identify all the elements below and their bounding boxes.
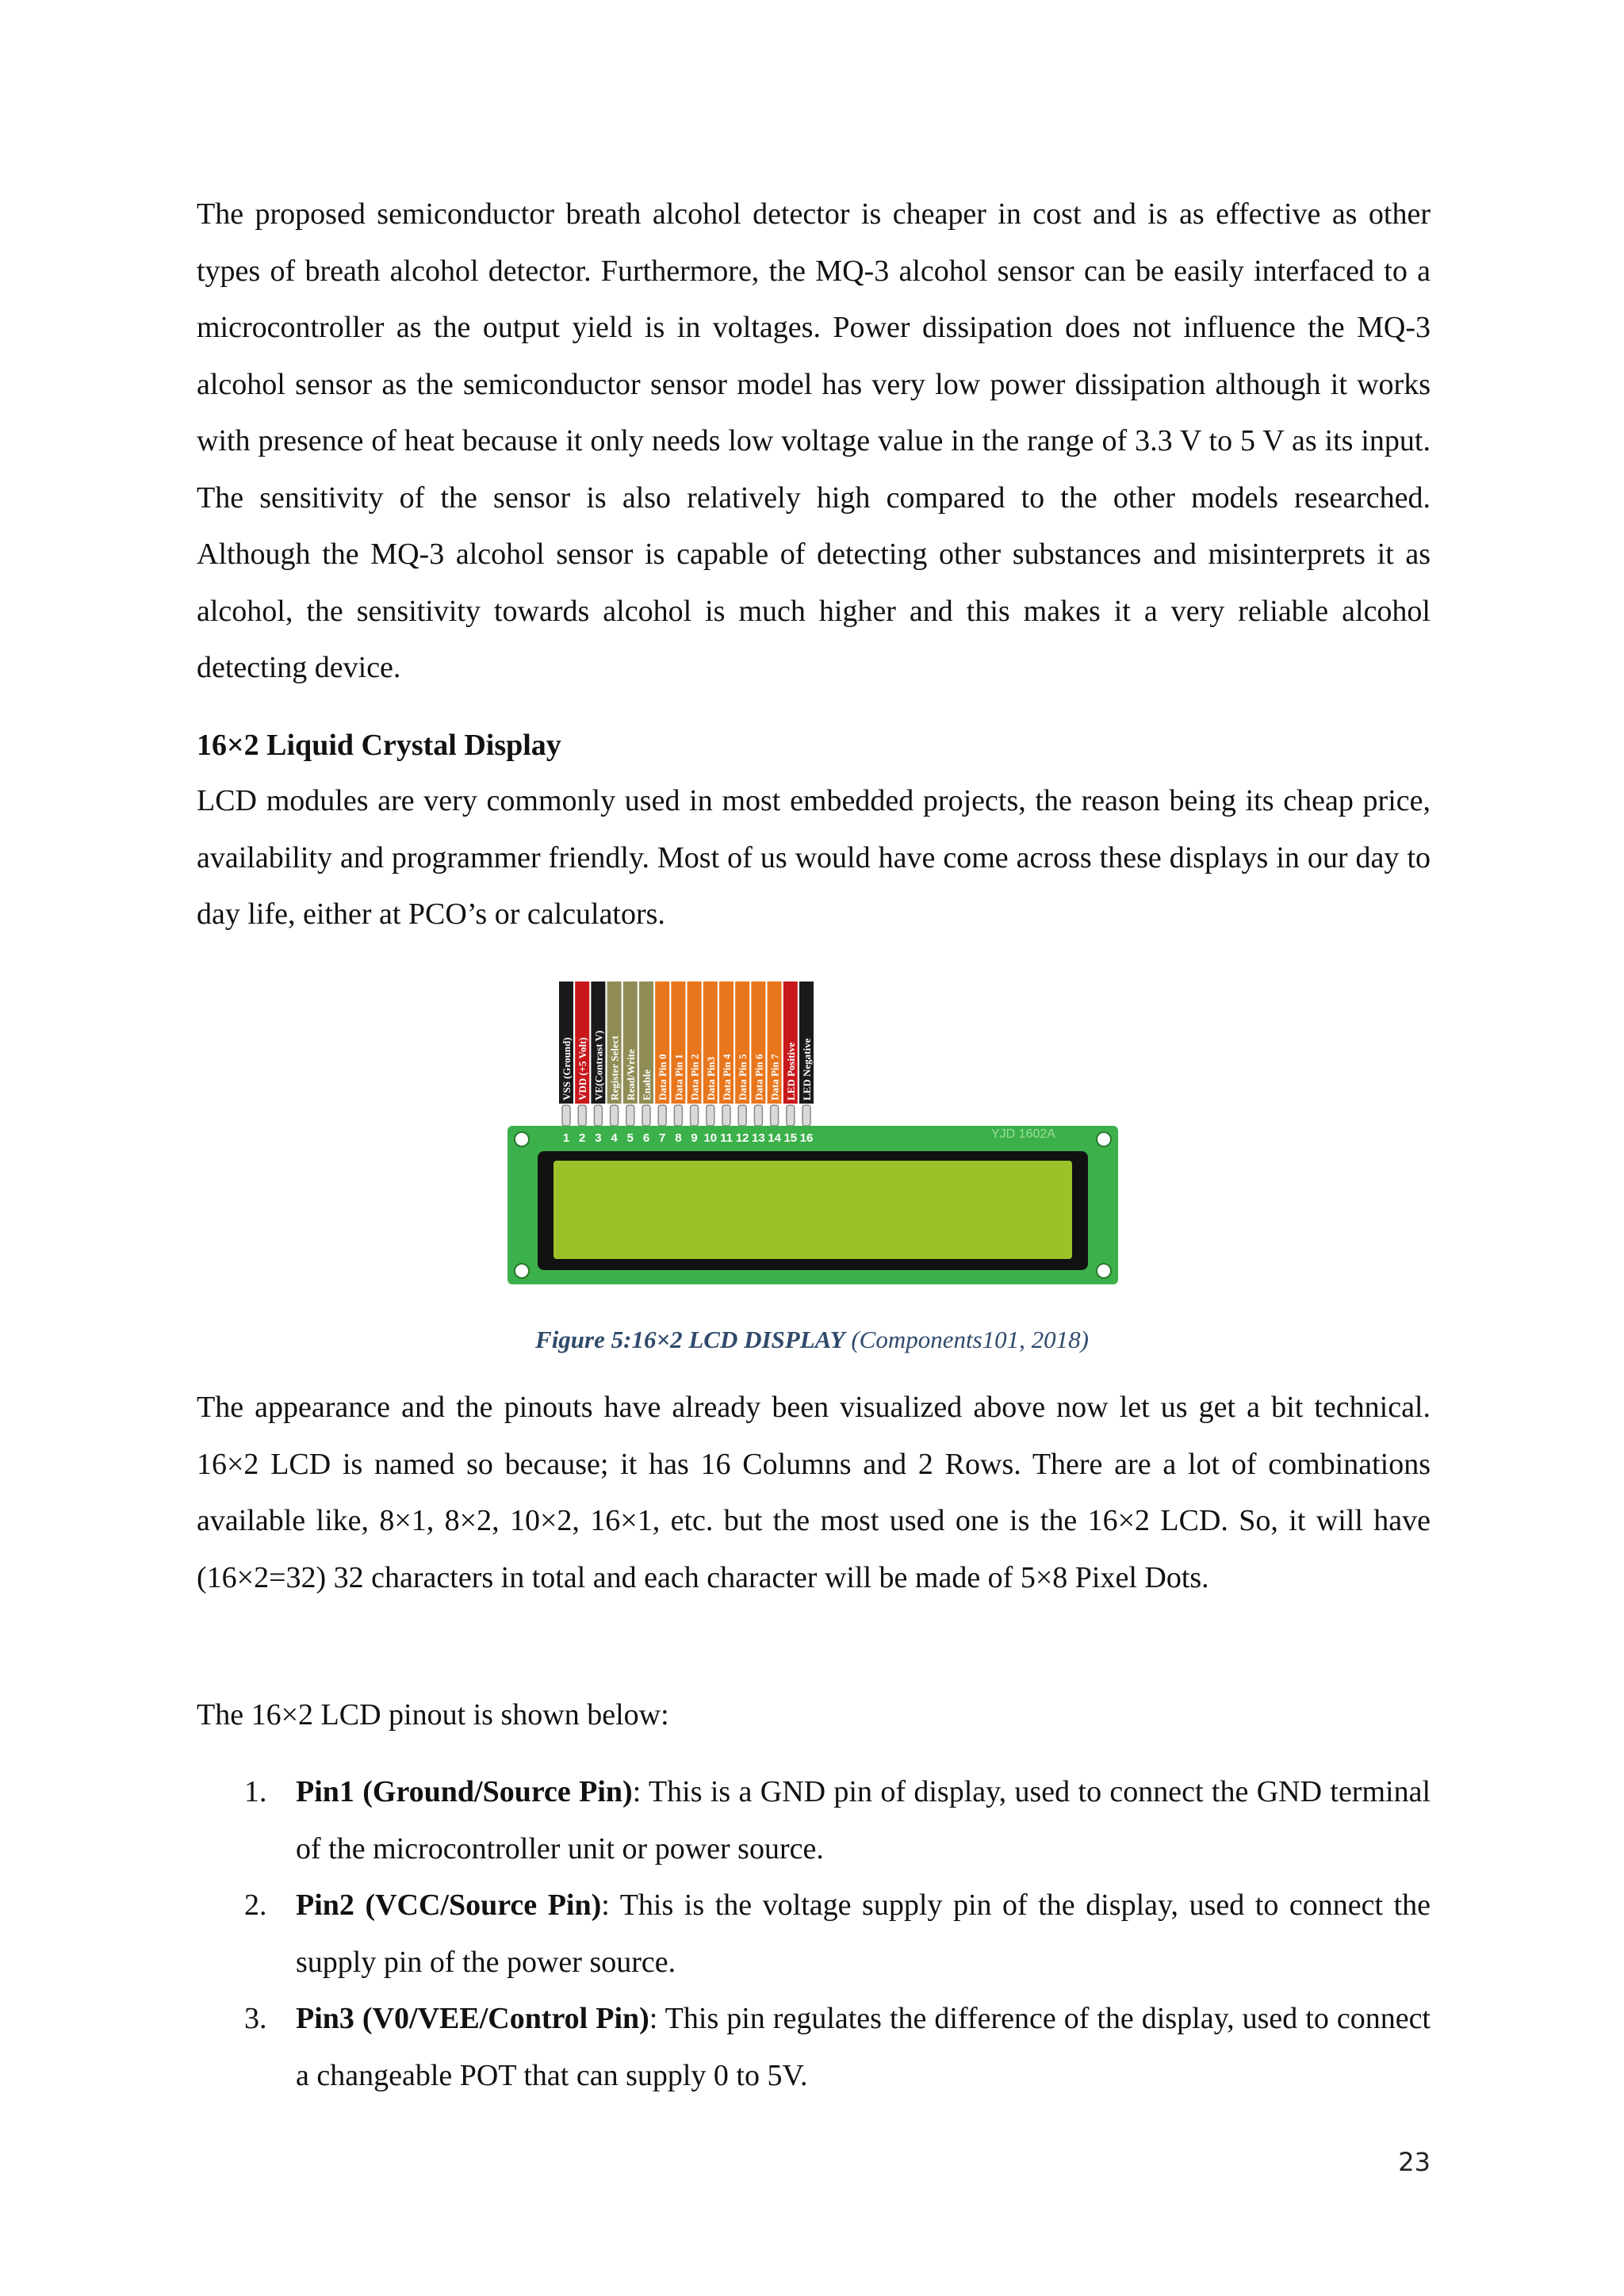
pin-number: 8 (675, 1131, 682, 1145)
mount-hole (515, 1132, 529, 1146)
header-pin (707, 1105, 714, 1126)
lcd-figure (508, 975, 1118, 1284)
header-pin (754, 1105, 762, 1126)
header-pin (578, 1105, 586, 1126)
section-heading: 16×2 Liquid Crystal Display (197, 729, 561, 762)
header-pin (626, 1105, 634, 1126)
pin-number: 15 (783, 1131, 798, 1145)
list-number: 1. (244, 1775, 267, 1808)
header-pin (691, 1105, 699, 1126)
pin-label: Data Pin3 (704, 1056, 717, 1100)
pin-label: VDD (+5 Volt) (576, 1037, 589, 1100)
paragraph-pinout-intro: The 16×2 LCD pinout is shown below: (197, 1698, 669, 1732)
header-pin (658, 1105, 666, 1126)
pin-number: 9 (691, 1131, 698, 1145)
header-pin (802, 1105, 810, 1126)
list-number: 2. (244, 1888, 267, 1922)
list-item (197, 1764, 1431, 1877)
pin-number: 14 (768, 1131, 781, 1145)
pin-number: 11 (720, 1131, 733, 1145)
mount-hole (1097, 1132, 1111, 1146)
pin-label: Data Pin 7 (768, 1054, 781, 1100)
paragraph-lcd-intro: LCD modules are very commonly used in most embedded projects, the reason being its cheap price, availability and programmer friendly. Most of us would have come across these displays in our day to day life, either at PCO’s or calculators. (197, 784, 1431, 931)
pin-number: 7 (659, 1131, 666, 1145)
pin-label: Data Pin 4 (721, 1054, 733, 1100)
header-pin (738, 1105, 746, 1126)
pin-label: VE(Contrast V) (592, 1030, 605, 1100)
mount-hole (515, 1264, 529, 1278)
paragraph-technical: The appearance and the pinouts have already been visualized above now let us get a bit technical. 16×2 LCD is named so because; it has 16 Columns and 2 Rows. There are a lot of combinations available like, 8×1, 8×2, 10×2, 16×1, etc. but the most used one is the 16×2 LCD. So, it will have (16×2=32) 32 characters in total and each character will be made of 5×8 Pixel Dots. (197, 1391, 1431, 1594)
figure-caption (0, 1324, 1624, 1356)
header-pin (562, 1105, 570, 1126)
pin-number: 6 (642, 1131, 650, 1145)
caption-title: Figure 5:16×2 LCD DISPLAY (535, 1326, 845, 1353)
pin-number: 16 (799, 1131, 814, 1145)
header-pin (787, 1105, 795, 1126)
pin-label: LED Positive (784, 1042, 797, 1100)
pin-label: Register Select (608, 1035, 621, 1100)
header-pin (611, 1105, 619, 1126)
pin-label: Enable (641, 1069, 653, 1100)
list-text: : This is a GND pin of display, used to connect the GND terminal of the microcontroller unit or power source. (296, 1775, 1431, 1866)
list-text: : This pin regulates the difference of the display, used to connect a changeable POT that can supply 0 to 5V. (296, 2002, 1431, 2092)
model-label: YJD 1602A (991, 1127, 1055, 1141)
header-pin (594, 1105, 602, 1126)
pin-number: 13 (752, 1131, 765, 1145)
pin-label: Data Pin 2 (688, 1054, 701, 1100)
page-number: 23 (1398, 2147, 1431, 2177)
pin-number: 4 (611, 1131, 618, 1145)
pin-label: Read/Write (624, 1049, 637, 1100)
header-pin (771, 1105, 779, 1126)
pin-number: 5 (626, 1131, 634, 1145)
header-pin (642, 1105, 650, 1126)
list-item (197, 1991, 1431, 2104)
pin-label: LED Negative (801, 1038, 813, 1100)
pin-label: Data Pin 1 (672, 1054, 685, 1100)
mount-hole (1097, 1264, 1111, 1278)
pin-label: Data Pin 6 (753, 1054, 765, 1100)
header-pin (722, 1105, 730, 1126)
list-term: Pin3 (V0/VEE/Control Pin) (296, 2002, 649, 2035)
pin-label: Data Pin 0 (657, 1054, 669, 1100)
pin-number: 3 (595, 1131, 602, 1145)
pin-label: VSS (Ground) (561, 1037, 573, 1100)
pin-list (197, 1764, 1431, 2104)
pin-number: 12 (735, 1131, 749, 1145)
list-item (197, 1877, 1431, 1991)
paragraph-intro: The proposed semiconductor breath alcohol detector is cheaper in cost and is as effective as other types of breath alcohol detector. Furthermore, the MQ-3 alcohol sensor can be easily interfaced to a microcontroller as the output yield is in voltages. Power dissipation does not influence the MQ-3 alcohol sensor as the semiconductor sensor model has very low power dissipation although it works with presence of heat because it only needs low voltage value in the range of 3.3 V to 5 V as its input. The sensitivity of the sensor is also relatively high compared to the other models researched. Although the MQ-3 alcohol sensor is capable of detecting other substances and misinterprets it as alcohol, the sensitivity towards alcohol is much higher and this makes it a very reliable alcohol detecting device. (197, 197, 1431, 684)
list-term: Pin1 (Ground/Source Pin) (296, 1775, 633, 1808)
pin-number: 2 (579, 1131, 586, 1145)
pin-label: Data Pin 5 (737, 1054, 749, 1100)
pin-number: 1 (562, 1131, 570, 1145)
lcd-screen (553, 1161, 1072, 1259)
header-pin (674, 1105, 682, 1126)
caption-source: (Components101, 2018) (851, 1326, 1089, 1353)
pin-labels-group (559, 982, 814, 1126)
list-term: Pin2 (VCC/Source Pin) (296, 1888, 602, 1922)
list-text: : This is the voltage supply pin of the display, used to connect the supply pin of the power source. (296, 1888, 1431, 1979)
pin-number: 10 (703, 1131, 718, 1145)
list-number: 3. (244, 2002, 267, 2035)
